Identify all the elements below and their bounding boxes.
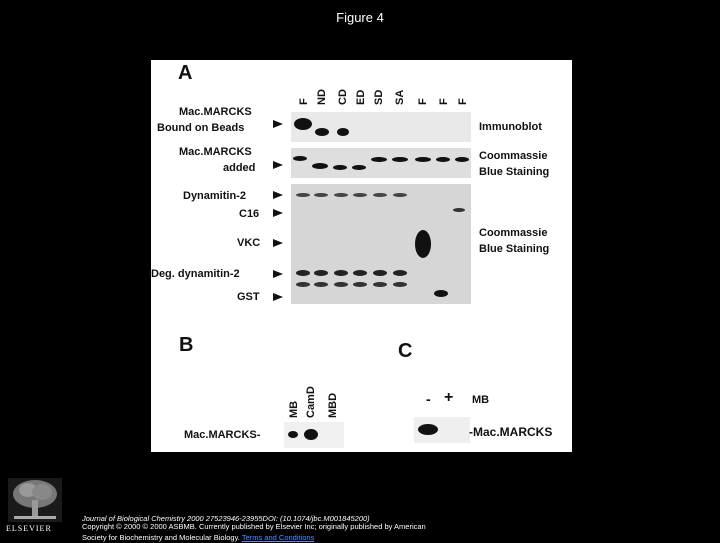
panel-c-label: -Mac.MARCKS bbox=[469, 425, 553, 439]
lane-header: SA bbox=[394, 89, 406, 105]
panel-b-blot bbox=[284, 422, 344, 448]
panel-c-mb: MB bbox=[472, 394, 490, 406]
lane-header: ED bbox=[355, 89, 367, 105]
lane-header: F bbox=[417, 98, 429, 105]
label-macmarcks-added-2: added bbox=[223, 162, 256, 174]
label-coomassie-2a: Coommassie bbox=[479, 227, 548, 239]
label-deg-dynamitin: Deg. dynamitin-2 bbox=[151, 268, 240, 280]
lane-header: CamD bbox=[305, 386, 317, 418]
arrow-marker bbox=[273, 239, 283, 247]
citation-line: Journal of Biological Chemistry 2000 27523946-23955DOI: (10.1074/jbc.M001845200) bbox=[82, 514, 370, 523]
coomassie-gel bbox=[291, 184, 471, 304]
panel-b-letter: B bbox=[179, 334, 194, 356]
coomassie-strip-1 bbox=[291, 148, 471, 178]
label-vkc: VKC bbox=[237, 237, 261, 249]
arrow-marker bbox=[273, 293, 283, 301]
label-gst: GST bbox=[237, 291, 260, 303]
arrow-marker bbox=[273, 191, 283, 199]
panel-a-letter: A bbox=[178, 62, 193, 84]
panel-c-letter: C bbox=[398, 340, 413, 362]
elsevier-tree-logo-icon bbox=[8, 478, 62, 522]
lane-header: F bbox=[457, 98, 469, 105]
society-text: Society for Biochemistry and Molecular Biology. bbox=[82, 533, 240, 542]
lane-header: F bbox=[298, 98, 310, 105]
lane-header: ND bbox=[316, 89, 328, 105]
lane-header: MB bbox=[288, 400, 300, 418]
lane-header: SD bbox=[373, 89, 385, 105]
label-dynamitin: Dynamitin-2 bbox=[183, 190, 246, 202]
panel-c-minus: - bbox=[426, 391, 431, 407]
panel-c-plus: + bbox=[444, 389, 454, 406]
label-coomassie-1b: Blue Staining bbox=[479, 166, 550, 178]
lane-header: MBD bbox=[327, 392, 339, 418]
elsevier-wordmark: ELSEVIER bbox=[6, 524, 52, 533]
figure-image bbox=[151, 60, 572, 452]
label-c16: C16 bbox=[239, 208, 260, 220]
label-macmarcks-added-1: Mac.MARCKS bbox=[179, 146, 252, 158]
label-macmarcks-bound-2: Bound on Beads bbox=[157, 122, 245, 134]
copyright-line: Copyright © 2000 © 2000 ASBMB. Currently published by Elsevier Inc; originally published by American bbox=[82, 522, 426, 531]
immunoblot-strip bbox=[291, 112, 471, 142]
arrow-marker bbox=[273, 161, 283, 169]
lane-header: F bbox=[438, 98, 450, 105]
panel-c-blot bbox=[414, 417, 470, 443]
figure-title: Figure 4 bbox=[336, 10, 384, 25]
label-immunoblot: Immunoblot bbox=[479, 121, 542, 133]
label-coomassie-1a: Coommassie bbox=[479, 150, 548, 162]
label-coomassie-2b: Blue Staining bbox=[479, 243, 550, 255]
arrow-marker bbox=[273, 120, 283, 128]
terms-link[interactable]: Terms and Conditions bbox=[241, 533, 315, 542]
arrow-marker bbox=[273, 209, 283, 217]
society-line bbox=[82, 533, 314, 543]
label-macmarcks-bound-1: Mac.MARCKS bbox=[179, 106, 252, 118]
lane-header: CD bbox=[337, 89, 349, 105]
arrow-marker bbox=[273, 270, 283, 278]
panel-b-label: Mac.MARCKS- bbox=[184, 429, 261, 441]
